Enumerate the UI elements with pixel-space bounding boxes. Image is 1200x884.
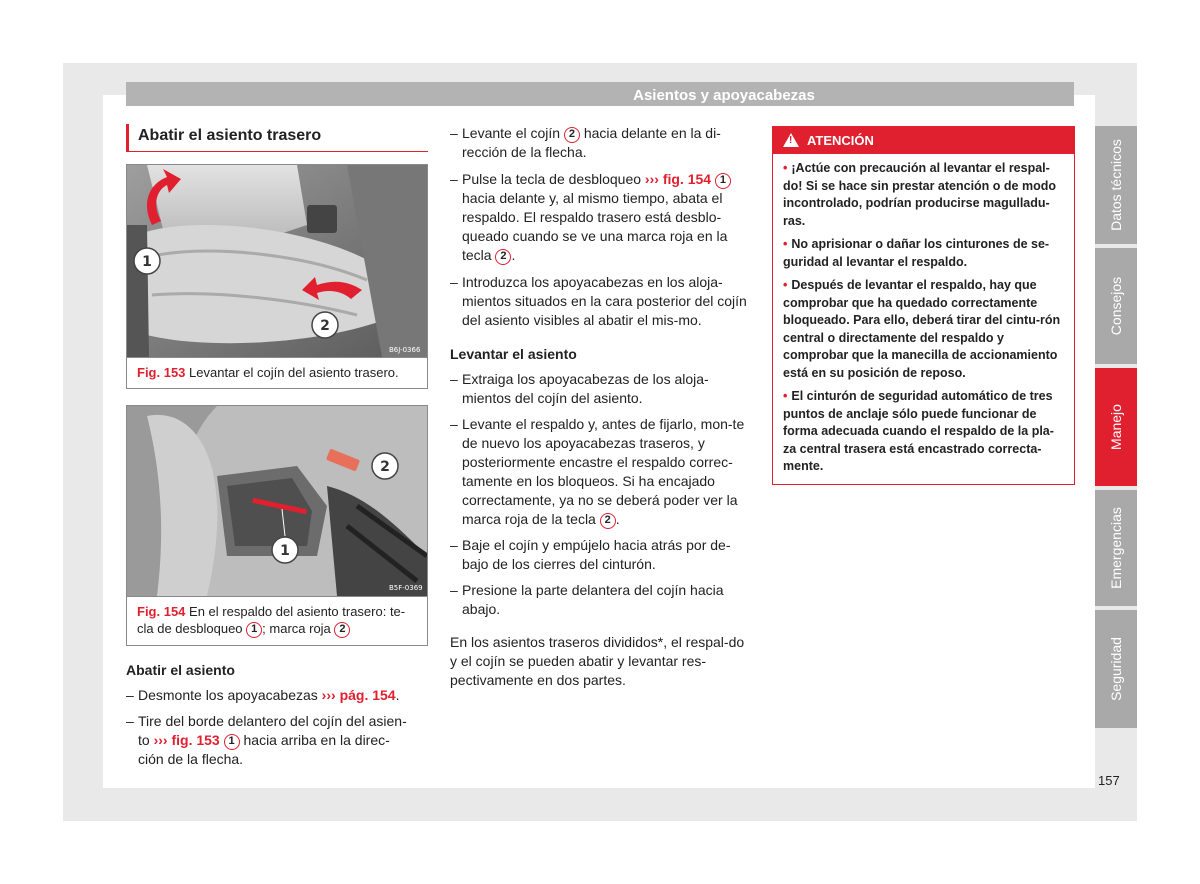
subheading: Levantar el asiento bbox=[450, 346, 577, 362]
closing-paragraph: En los asientos traseros divididos*, el respal-do y el cojín se pueden abatir y levantar res-pectivamente en dos partes. bbox=[450, 634, 745, 688]
callout-number: 2 bbox=[600, 513, 616, 529]
callout-number: 1 bbox=[715, 173, 731, 189]
figure-reference-link[interactable]: ››› fig. 153 bbox=[153, 732, 220, 748]
warning-body bbox=[773, 154, 1074, 484]
figure-153 bbox=[126, 164, 428, 389]
figure-caption-text: ; marca roja bbox=[262, 621, 331, 636]
instruction-list bbox=[126, 686, 428, 769]
figure-caption-text: Levantar el cojín del asiento trasero. bbox=[189, 365, 399, 380]
tab-datos-tecnicos[interactable] bbox=[1095, 126, 1137, 244]
warning-header bbox=[773, 127, 1074, 154]
callout-number: 1 bbox=[224, 734, 240, 750]
warning-title: ATENCIÓN bbox=[807, 133, 874, 148]
tab-label: Emergencias bbox=[1108, 507, 1124, 589]
warning-point: • ¡Actúe con precaución al levantar el respal-do! Si se hace sin prestar atención o de modo incontrolado, podrían producirse magulladu-ras. bbox=[783, 161, 1056, 228]
svg-text:2: 2 bbox=[320, 318, 330, 334]
instruction-list bbox=[450, 124, 750, 330]
warning-point: • No aprisionar o dañar los cinturones de se-guridad al levantar el respaldo. bbox=[783, 237, 1050, 269]
column-right bbox=[772, 126, 1075, 485]
section-title: Abatir el asiento trasero bbox=[126, 124, 428, 152]
warning-box bbox=[772, 126, 1075, 485]
list-item: – Levante el cojín 2 hacia delante en la di- rección de la flecha. bbox=[450, 124, 750, 162]
figure-caption bbox=[127, 357, 427, 388]
page-number: 157 bbox=[1098, 773, 1120, 788]
svg-text:B5F-0369: B5F-0369 bbox=[389, 584, 423, 592]
callout-number: 2 bbox=[564, 127, 580, 143]
page-header bbox=[126, 82, 1074, 106]
tab-label: Consejos bbox=[1108, 276, 1124, 336]
svg-text:B6J-0366: B6J-0366 bbox=[389, 346, 421, 354]
tab-label: Manejo bbox=[1108, 404, 1124, 450]
tab-label: Seguridad bbox=[1108, 637, 1124, 701]
list-item: – Introduzca los apoyacabezas en los aloja-mientos situados en la cara posterior del cojín del asiento visibles al abatir el mis-mo. bbox=[450, 273, 750, 330]
callout-number: 1 bbox=[246, 622, 262, 638]
figure-label: Fig. 154 bbox=[137, 604, 186, 619]
warning-triangle-icon bbox=[783, 133, 799, 147]
figure-caption bbox=[127, 596, 427, 645]
figure-caption-text: En el respaldo del asiento trasero: te- bbox=[189, 604, 406, 619]
seat-cushion-image bbox=[127, 165, 427, 357]
list-item: – Pulse la tecla de desbloqueo ››› fig. 154 1 hacia delante y, al mismo tiempo, abata el respaldo. El respaldo trasero está desblo-queado cuando se ve una marca roja en la tecla 2 . bbox=[450, 170, 750, 265]
seat-cushion-illustration bbox=[127, 165, 427, 357]
tab-manejo[interactable] bbox=[1095, 368, 1137, 486]
list-item: – Presione la parte delantera del cojín hacia abajo. bbox=[450, 581, 750, 619]
svg-text:1: 1 bbox=[280, 543, 290, 559]
figure-caption-text: cla de desbloqueo bbox=[137, 621, 243, 636]
svg-text:1: 1 bbox=[142, 254, 152, 270]
page-header-title: Asientos y apoyacabezas bbox=[633, 87, 815, 104]
tab-consejos[interactable] bbox=[1095, 248, 1137, 364]
column-middle bbox=[450, 124, 750, 690]
subheading: Abatir el asiento bbox=[126, 662, 235, 678]
warning-point: • El cinturón de seguridad automático de tres puntos de anclaje sólo puede funcionar de forma adecuada cuando el respaldo de la pla-za central trasera está encastrado correcta-mente. bbox=[783, 389, 1054, 473]
warning-point: • Después de levantar el respaldo, hay que comprobar que ha quedado correctamente bloqueado. Para ello, deberá tirar del cintu-rón central o directamente del respaldo y comprobar que la manecilla de accionamiento está en su posición de reposo. bbox=[783, 278, 1061, 380]
figure-154 bbox=[126, 405, 428, 646]
column-left bbox=[126, 124, 428, 776]
svg-text:2: 2 bbox=[380, 459, 390, 475]
page-reference-link[interactable]: ››› pág. 154 bbox=[321, 687, 396, 703]
seatback-release-image bbox=[127, 406, 427, 596]
tab-seguridad[interactable] bbox=[1095, 610, 1137, 728]
list-item: – Tire del borde delantero del cojín del asien- to ››› fig. 153 1 hacia arriba en la direc- ción de la flecha. bbox=[126, 712, 428, 769]
callout-number: 2 bbox=[334, 622, 350, 638]
callout-number: 2 bbox=[495, 249, 511, 265]
figure-reference-link[interactable]: ››› fig. 154 bbox=[644, 171, 712, 187]
list-item: – Desmonte los apoyacabezas ››› pág. 154. bbox=[126, 686, 428, 705]
figure-label: Fig. 153 bbox=[137, 365, 186, 380]
list-item: – Baje el cojín y empújelo hacia atrás por de-bajo de los cierres del cinturón. bbox=[450, 536, 750, 574]
seatback-release-illustration bbox=[127, 406, 427, 596]
list-item: – Levante el respaldo y, antes de fijarlo, mon-te de nuevo los apoyacabezas traseros, y posteriormente encastre el respaldo correc-tamente en los bloqueos. Si ha encajado correctamente, ya no se deberá poder ver la marca roja de la tecla 2 . bbox=[450, 415, 750, 529]
tab-label: Datos técnicos bbox=[1108, 139, 1124, 231]
tab-emergencias[interactable] bbox=[1095, 490, 1137, 606]
list-item: – Extraiga los apoyacabezas de los aloja-mientos del cojín del asiento. bbox=[450, 370, 750, 408]
instruction-list bbox=[450, 370, 750, 619]
